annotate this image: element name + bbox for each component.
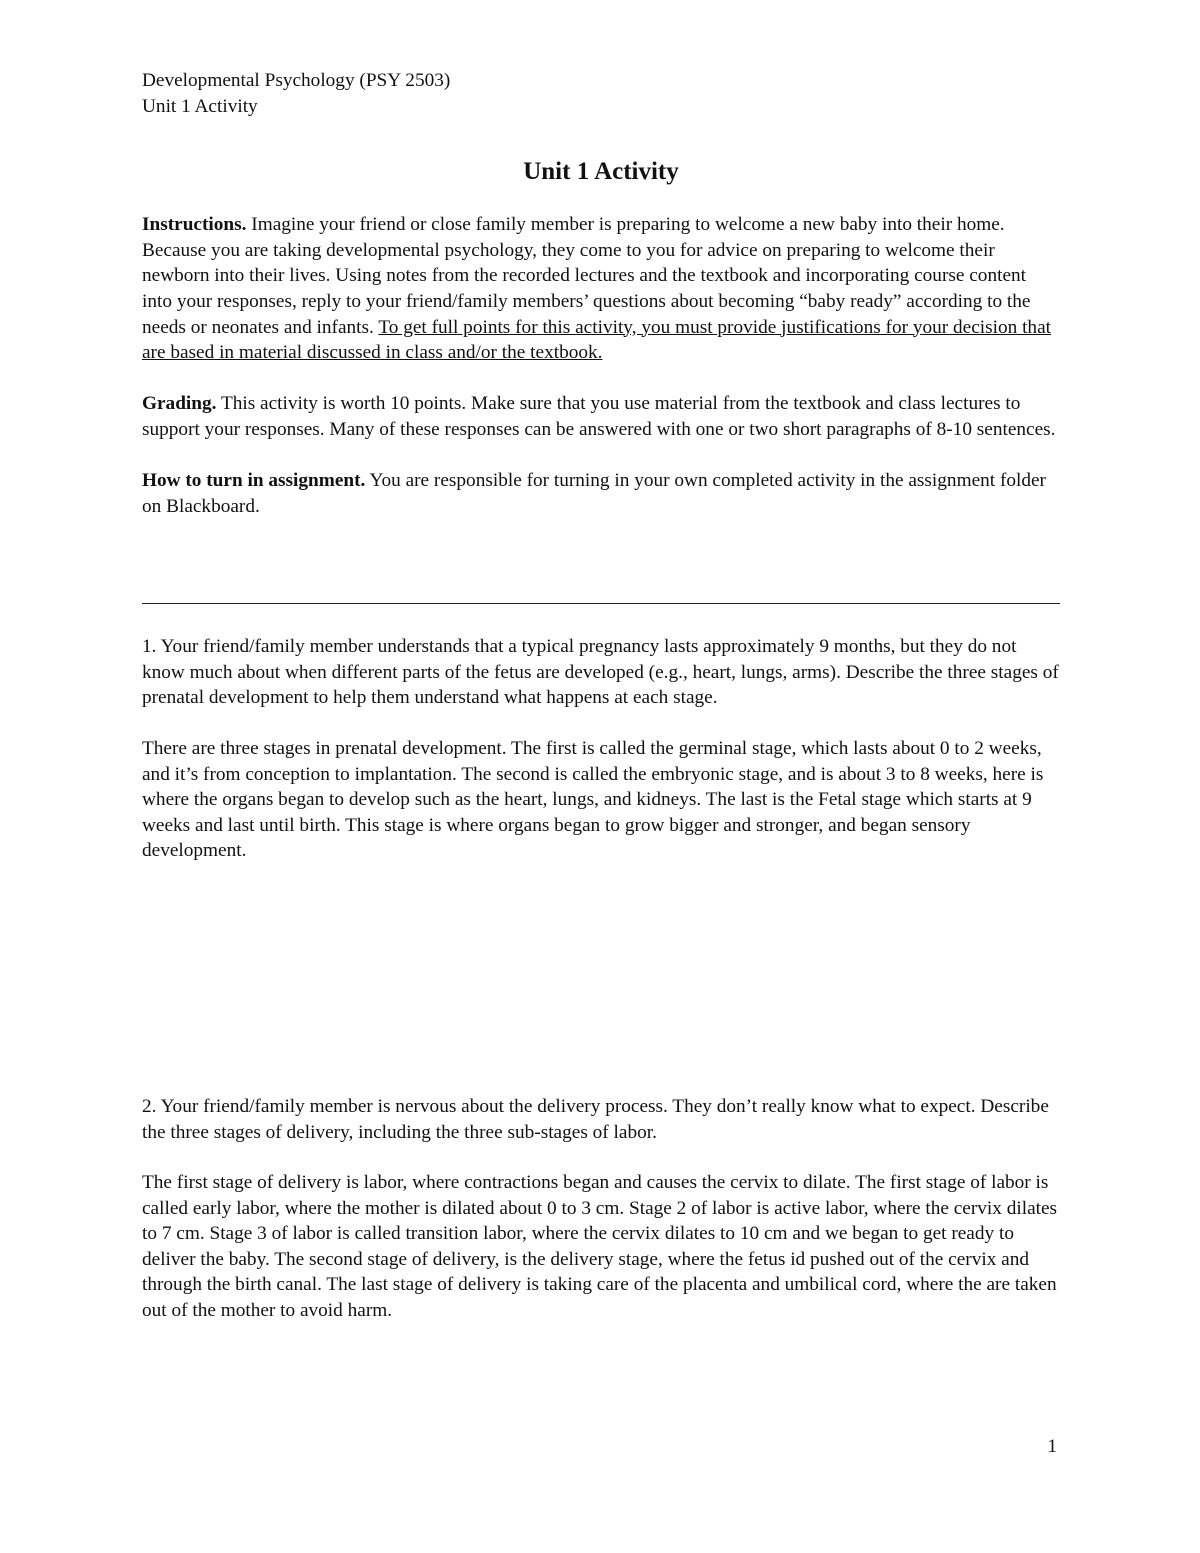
question-1: 1. Your friend/family member understands that a typical pregnancy lasts approximately 9 months, but they do not know much about when different parts of the fetus are developed (e.g., heart, lungs, arms). Describe the three stages of prenatal development to help them understand what happens at each stage. — [142, 636, 1059, 709]
document-title: Unit 1 Activity — [523, 158, 679, 186]
grading-label: Grading. — [142, 393, 217, 415]
course-name: Developmental Psychology (PSY 2503) — [142, 70, 451, 91]
instructions-paragraph — [142, 212, 1060, 366]
section-divider — [142, 603, 1060, 604]
turn-in-text: You are responsible for turning in your own completed activity in the assignment folder on Blackboard. — [142, 470, 1046, 517]
instructions-label: Instructions. — [142, 214, 247, 236]
instructions-underlined-text: To get full points for this activity, you must provide justifications for your decision that are based in material discussed in class and/or the textbook. — [142, 316, 1051, 364]
grading-paragraph — [142, 391, 1060, 442]
question-2: 2. Your friend/family member is nervous about the delivery process. They don’t really know what to expect. Describe the three stages of delivery, including the three sub-stages of labor. — [142, 1096, 1049, 1143]
grading-text: This activity is worth 10 points. Make sure that you use material from the textbook and class lectures to support your responses. Many of these responses can be answered with one or two short paragraphs of 8-10 sentences. — [142, 393, 1056, 440]
page-number: 1 — [1047, 1436, 1057, 1457]
answer-2: The first stage of delivery is labor, where contractions began and causes the cervix to dilate. The first stage of labor is called early labor, where the mother is dilated about 0 to 3 cm. Stage 2 of labor is active labor, where the cervix dilates to 7 cm. Stage 3 of labor is called transition labor, where the cervix dilates to 10 cm and we began to get ready to deliver the baby. The second stage of delivery, is the delivery stage, where the fetus id pushed out of the cervix and through the birth canal. The last stage of delivery is taking care of the placenta and umbilical cord, where the are taken out of the mother to avoid harm. — [142, 1172, 1058, 1321]
turn-in-label: How to turn in assignment. — [142, 470, 366, 492]
answer-1: There are three stages in prenatal development. The first is called the germinal stage, which lasts about 0 to 2 weeks, and it’s from conception to implantation. The second is called the embryonic stage, and is about 3 to 8 weeks, here is where the organs began to develop such as the heart, lungs, and kidneys. The last is the Fetal stage which starts at 9 weeks and last until birth. This stage is where organs began to grow bigger and stronger, and began sensory development. — [142, 738, 1044, 862]
document-page — [142, 68, 1060, 1321]
instructions-text: Imagine your friend or close family member is preparing to welcome a new baby into their home. Because you are taking developmental psychology, they come to you for advice on preparing to welcome their newborn into their lives. Using notes from the recorded lectures and the textbook and incorporating course content into your responses, reply to your friend/family members’ questions about becoming “baby ready” according to the needs or neonates and infants. — [142, 214, 1031, 338]
turn-in-paragraph — [142, 468, 1060, 519]
unit-name: Unit 1 Activity — [142, 95, 258, 117]
